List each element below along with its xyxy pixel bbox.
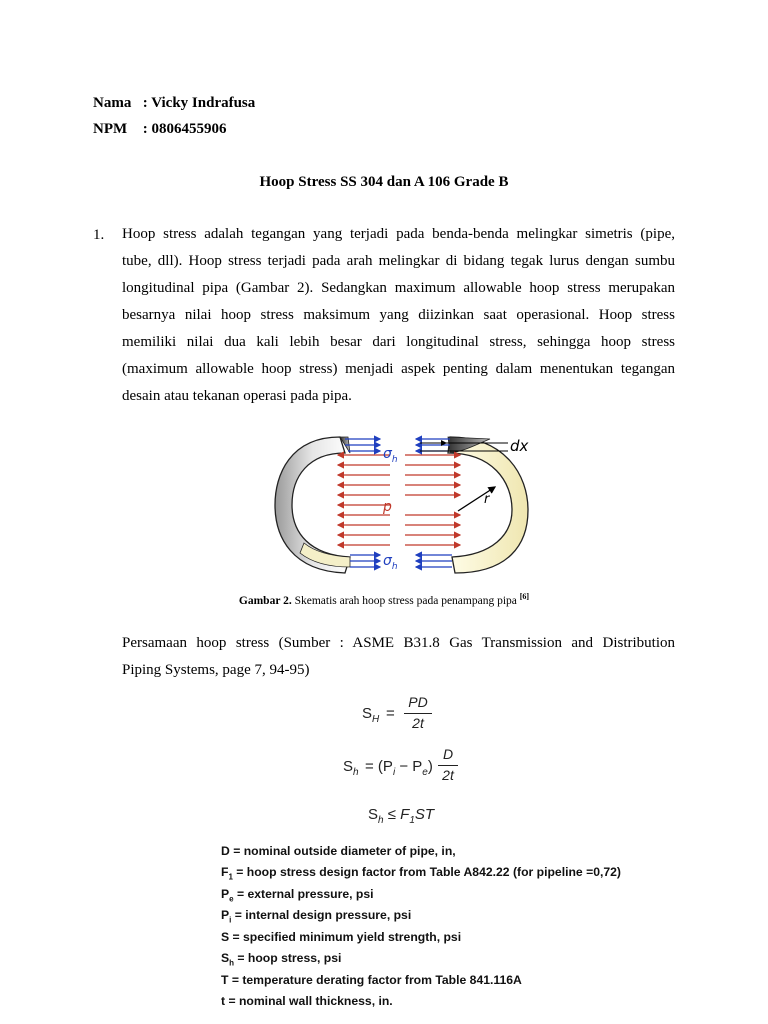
paragraph-line: tube, dll). Hoop stress terjadi pada arah melingkar di bidang tegak lurus dengan sumbu: [122, 253, 675, 269]
eq1-lhs: S: [362, 705, 373, 722]
intro-line: Persamaan hoop stress (Sumber : ASME B31.8 Gas Transmission and Distribution: [122, 635, 675, 651]
pressure-arrows-right: [405, 455, 460, 545]
eq2-pi-sub: i: [392, 767, 396, 778]
intro-line: Piping Systems, page 7, 94-95): [122, 662, 310, 678]
eq1-fraction-bar: [404, 713, 432, 714]
eq3-sub1: 1: [409, 815, 415, 826]
section-number: 1.: [93, 227, 105, 243]
section-paragraph: [122, 221, 675, 410]
npm-label: NPM: [93, 121, 128, 137]
definition-item: $F_1$ = hoop stress design factor from Table A842.22 (for pipeline =0,72): [221, 865, 621, 882]
equations-intro: [122, 630, 675, 684]
definition-item: $P_e$ = external pressure, psi: [221, 886, 374, 904]
hoop-stress-arrows-top: [345, 439, 450, 451]
eq1-numerator: PD: [408, 694, 428, 710]
eq2-lhs-sub: h: [353, 767, 359, 778]
eq2-mid: = (P: [365, 758, 393, 775]
eq2-pe-sub: e: [422, 767, 428, 778]
eq1-equals: =: [386, 705, 395, 722]
definition-item: $P_i$ = internal design pressure, psi: [221, 908, 412, 925]
paragraph-line: longitudinal pipa (Gambar 2). Sedangkan maximum allowable hoop stress merupakan: [122, 280, 675, 296]
npm-value: : 0806455906: [142, 121, 227, 137]
definition-item: t = nominal wall thickness, in.: [221, 994, 393, 1009]
eq2-fraction-bar: [438, 765, 458, 766]
paragraph-line: (maximum allowable hoop stress) menjadi aspek penting dalam menentukan tegangan: [122, 361, 675, 377]
eq3-rhs: ≤ $F_1ST$: [387, 806, 435, 826]
paragraph-line: memiliki nilai dua kali lebih besar dari longitudinal stress, sehingga hoop stress: [122, 334, 675, 350]
eq2-close: ): [427, 758, 433, 775]
definition-item: T = temperature derating factor from Table 841.116A: [221, 972, 522, 987]
variable-definitions: [221, 843, 621, 1015]
sigma-bottom-label: $\sigma_h$: [383, 553, 398, 572]
definition-item: D = nominal outside diameter of pipe, in,: [221, 844, 456, 858]
eq2-denominator: 2t: [442, 767, 454, 783]
dx-label: dx: [510, 437, 529, 455]
caption-ref: [6]: [519, 592, 530, 601]
sigma-top-label: $\sigma_h$: [383, 446, 398, 465]
eq1-denominator: 2t: [412, 715, 424, 731]
equation-3: [368, 806, 458, 828]
document-title: Hoop Stress SS 304 dan A 106 Grade B: [259, 174, 509, 190]
caption-text: Skematis arah hoop stress pada penampang pipa: [291, 594, 520, 607]
equation-2: [343, 746, 463, 786]
eq2-lhs: S: [343, 758, 354, 775]
definition-item: $S_h$ = hoop stress, psi: [221, 951, 342, 968]
definition-item: S = specified minimum yield strength, psi: [221, 929, 462, 944]
eq1-lhs-sub: H: [372, 714, 380, 725]
eq3-lhs: S: [368, 806, 379, 823]
figure-caption: [0, 592, 768, 607]
paragraph-line: desain atau tekanan operasi pada pipa.: [122, 388, 352, 404]
pressure-label: p: [383, 499, 392, 515]
caption-label: Gambar 2.: [238, 594, 292, 607]
eq2-numerator: D: [442, 746, 454, 762]
eq3-lhs-sub: h: [378, 815, 384, 826]
eq2-minus: − P: [395, 758, 423, 775]
name-label: Nama: [93, 95, 132, 111]
hoop-stress-diagram: [270, 425, 535, 585]
equation-1: [362, 694, 442, 734]
paragraph-line: Hoop stress adalah tegangan yang terjadi pada benda-benda melingkar simetris (pipe,: [122, 226, 675, 242]
radius-line: [458, 487, 495, 511]
paragraph-line: besarnya nilai hoop stress maksimum yang diizinkan saat operasional. Hoop stress: [122, 307, 675, 323]
name-value: : Vicky Indrafusa: [142, 95, 256, 111]
name-line: [93, 93, 255, 113]
radius-label: r: [484, 492, 490, 507]
npm-line: [93, 119, 227, 139]
hoop-stress-arrows-bottom: [350, 555, 452, 567]
